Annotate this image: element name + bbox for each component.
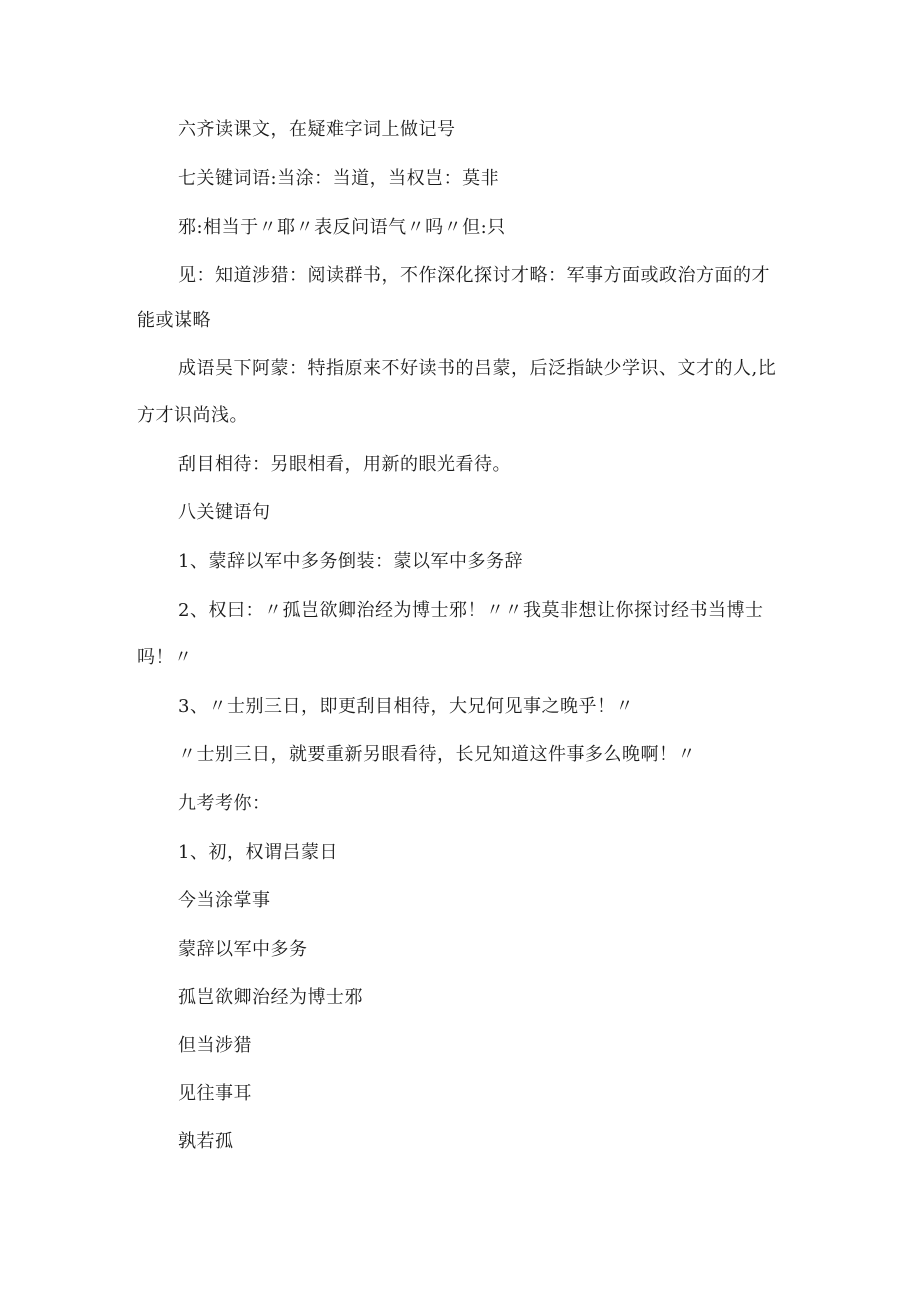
text-line: 能或谋略 [137, 310, 211, 331]
text-line: 2、权曰：〃孤岂欲卿治经为博士邪！〃〃我莫非想让你探讨经书当博士 [178, 600, 764, 621]
text-line: 吗！〃 [137, 647, 193, 668]
text-line: 孤岂欲卿治经为博士邪 [178, 987, 363, 1008]
text-line: 六齐读课文，在疑难字词上做记号 [178, 119, 456, 140]
text-line: 见：知道涉猎：阅读群书，不作深化探讨才略：军事方面或政治方面的才 [178, 265, 770, 286]
section-heading: 八关键语句 [178, 502, 271, 523]
text-line: 邪:相当于〃耶〃表反问语气〃吗〃但:只 [178, 217, 506, 238]
text-line: 蒙辞以军中多务 [178, 939, 308, 960]
text-line: 1、蒙辞以军中多务倒装：蒙以军中多务辞 [178, 551, 523, 572]
text-line: 刮目相待：另眼相看，用新的眼光看待。 [178, 454, 511, 475]
text-line: 今当涂掌事 [178, 890, 271, 911]
text-line: 孰若孤 [178, 1131, 234, 1152]
text-line: 七关键词语:当涂：当道，当权岂：莫非 [178, 168, 500, 189]
text-line: 见往事耳 [178, 1083, 252, 1104]
text-line: 3、〃士别三日，即更刮目相待，大兄何见事之晚乎！〃 [178, 696, 634, 717]
text-line: 但当涉猎 [178, 1035, 252, 1056]
text-line: 〃士别三日，就要重新另眼看待，长兄知道这件事多么晚啊！〃 [178, 744, 696, 765]
text-line: 1、初，权谓吕蒙日 [178, 842, 338, 863]
text-line: 成语吴下阿蒙：特指原来不好读书的吕蒙，后泛指缺少学识、文才的人,比 [178, 358, 777, 379]
section-heading: 九考考你： [178, 793, 271, 814]
text-line: 方才识尚浅。 [137, 405, 248, 426]
